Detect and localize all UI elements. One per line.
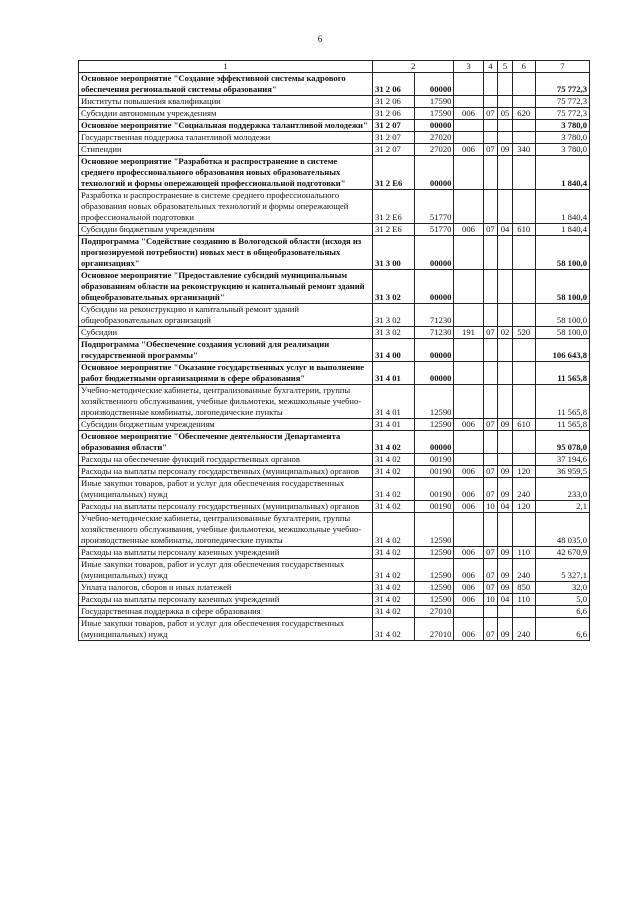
table-row <box>79 108 590 120</box>
row-name-cell: Подпрограмма "Обеспечение создания условий для реализации государственной программы" <box>79 339 373 362</box>
row-expense-type-cell: 110 <box>512 547 535 559</box>
row-name-cell: Субсидии бюджетным учреждениям <box>79 224 373 236</box>
row-ministry-cell <box>454 96 483 108</box>
row-expense-type-cell: 520 <box>512 327 535 339</box>
row-ministry-cell: 006 <box>454 478 483 501</box>
row-ministry-cell: 006 <box>454 582 483 594</box>
row-subsection-cell <box>498 454 513 466</box>
row-expense-type-cell <box>512 96 535 108</box>
row-subsection-cell: 09 <box>498 582 513 594</box>
row-direction-code-cell: 71230 <box>414 327 454 339</box>
row-amount-cell: 75 772,3 <box>535 96 589 108</box>
row-section-cell <box>483 304 498 327</box>
row-name-cell: Стипендии <box>79 144 373 156</box>
row-section-cell <box>483 120 498 132</box>
table-row <box>79 419 590 431</box>
table-row <box>79 606 590 618</box>
row-program-code-cell: 31 4 02 <box>373 501 415 513</box>
row-subsection-cell <box>498 73 513 96</box>
table-row <box>79 362 590 385</box>
row-subsection-cell <box>498 270 513 304</box>
row-name-cell: Основное мероприятие "Обеспечение деятельности Департамента образования области" <box>79 431 373 454</box>
row-ministry-cell: 006 <box>454 618 483 641</box>
row-amount-cell: 75 772,3 <box>535 108 589 120</box>
row-expense-type-cell: 850 <box>512 582 535 594</box>
row-direction-code-cell: 12590 <box>414 385 454 419</box>
row-ministry-cell: 006 <box>454 419 483 431</box>
row-amount-cell: 1 840,4 <box>535 190 589 224</box>
row-amount-cell: 37 194,6 <box>535 454 589 466</box>
row-program-code-cell: 31 2 06 <box>373 96 415 108</box>
row-subsection-cell: 05 <box>498 108 513 120</box>
row-expense-type-cell: 620 <box>512 108 535 120</box>
row-amount-cell: 75 772,3 <box>535 73 589 96</box>
row-expense-type-cell <box>512 606 535 618</box>
row-expense-type-cell: 110 <box>512 594 535 606</box>
row-amount-cell: 6,6 <box>535 618 589 641</box>
table-row <box>79 547 590 559</box>
row-expense-type-cell: 340 <box>512 144 535 156</box>
row-subsection-cell: 09 <box>498 466 513 478</box>
row-direction-code-cell: 51770 <box>414 190 454 224</box>
row-name-cell: Основное мероприятие "Создание эффективной системы кадрового обеспечения региональной системы образования" <box>79 73 373 96</box>
row-ministry-cell <box>454 132 483 144</box>
row-direction-code-cell: 00000 <box>414 270 454 304</box>
row-name-cell: Государственная поддержка талантливой молодежи <box>79 132 373 144</box>
row-direction-code-cell: 00190 <box>414 478 454 501</box>
row-section-cell: 07 <box>483 478 498 501</box>
row-program-code-cell: 31 3 02 <box>373 327 415 339</box>
row-expense-type-cell: 610 <box>512 224 535 236</box>
row-ministry-cell: 006 <box>454 144 483 156</box>
row-direction-code-cell: 00190 <box>414 501 454 513</box>
row-ministry-cell <box>454 606 483 618</box>
row-section-cell: 07 <box>483 224 498 236</box>
row-expense-type-cell: 240 <box>512 559 535 582</box>
row-program-code-cell: 31 2 E6 <box>373 190 415 224</box>
row-amount-cell: 58 100,0 <box>535 304 589 327</box>
table-row <box>79 478 590 501</box>
row-section-cell <box>483 132 498 144</box>
row-amount-cell: 106 643,8 <box>535 339 589 362</box>
row-ministry-cell <box>454 454 483 466</box>
row-name-cell: Расходы на выплаты персоналу казенных учреждений <box>79 547 373 559</box>
table-row <box>79 270 590 304</box>
row-amount-cell: 1 840,4 <box>535 224 589 236</box>
row-program-code-cell: 31 3 02 <box>373 304 415 327</box>
row-direction-code-cell: 51770 <box>414 224 454 236</box>
row-program-code-cell: 31 4 02 <box>373 582 415 594</box>
row-amount-cell: 32,0 <box>535 582 589 594</box>
row-direction-code-cell: 12590 <box>414 513 454 547</box>
row-expense-type-cell <box>512 73 535 96</box>
row-subsection-cell <box>498 120 513 132</box>
row-expense-type-cell <box>512 190 535 224</box>
row-amount-cell: 58 100,0 <box>535 236 589 270</box>
row-program-code-cell: 31 2 06 <box>373 108 415 120</box>
row-section-cell: 07 <box>483 582 498 594</box>
table-header-row <box>79 61 590 73</box>
row-section-cell: 07 <box>483 108 498 120</box>
row-program-code-cell: 31 2 07 <box>373 144 415 156</box>
row-direction-code-cell: 00190 <box>414 454 454 466</box>
row-subsection-cell <box>498 606 513 618</box>
table-row <box>79 144 590 156</box>
row-program-code-cell: 31 3 02 <box>373 270 415 304</box>
row-direction-code-cell: 00190 <box>414 466 454 478</box>
row-program-code-cell: 31 4 02 <box>373 478 415 501</box>
row-section-cell <box>483 236 498 270</box>
row-direction-code-cell: 00000 <box>414 362 454 385</box>
row-name-cell: Учебно-методические кабинеты, централизованные бухгалтерии, группы хозяйственного обслуживания, учебные фильмотеки, межшкольные учебно-производственные комбинаты, логопедические пункты <box>79 513 373 547</box>
row-section-cell: 10 <box>483 501 498 513</box>
row-direction-code-cell: 17590 <box>414 108 454 120</box>
table-row <box>79 385 590 419</box>
row-expense-type-cell <box>512 132 535 144</box>
column-header-amount: 7 <box>535 61 589 73</box>
row-expense-type-cell <box>512 362 535 385</box>
row-expense-type-cell <box>512 385 535 419</box>
row-name-cell: Расходы на выплаты персоналу государственных (муниципальных) органов <box>79 466 373 478</box>
row-section-cell: 10 <box>483 594 498 606</box>
row-program-code-cell: 31 4 02 <box>373 431 415 454</box>
row-section-cell <box>483 270 498 304</box>
row-name-cell: Расходы на выплаты персоналу государственных (муниципальных) органов <box>79 501 373 513</box>
row-amount-cell: 11 565,8 <box>535 362 589 385</box>
row-subsection-cell: 09 <box>498 478 513 501</box>
row-direction-code-cell: 27010 <box>414 606 454 618</box>
row-name-cell: Учебно-методические кабинеты, централизованные бухгалтерии, группы хозяйственного обслуживания, учебные фильмотеки, межшкольные учебно-производственные комбинаты, логопедические пункты <box>79 385 373 419</box>
row-subsection-cell: 02 <box>498 327 513 339</box>
row-subsection-cell: 04 <box>498 501 513 513</box>
row-expense-type-cell <box>512 236 535 270</box>
column-header-ministry: 3 <box>454 61 483 73</box>
row-direction-code-cell: 12590 <box>414 419 454 431</box>
row-name-cell: Иные закупки товаров, работ и услуг для обеспечения государственных (муниципальных) нужд <box>79 618 373 641</box>
row-section-cell <box>483 339 498 362</box>
row-program-code-cell: 31 2 E6 <box>373 224 415 236</box>
row-subsection-cell <box>498 513 513 547</box>
row-program-code-cell: 31 4 02 <box>373 559 415 582</box>
row-amount-cell: 95 078,0 <box>535 431 589 454</box>
row-program-code-cell: 31 4 01 <box>373 385 415 419</box>
row-ministry-cell <box>454 236 483 270</box>
row-expense-type-cell <box>512 454 535 466</box>
row-amount-cell: 58 100,0 <box>535 270 589 304</box>
row-amount-cell: 48 035,0 <box>535 513 589 547</box>
row-section-cell <box>483 385 498 419</box>
row-direction-code-cell: 12590 <box>414 559 454 582</box>
row-subsection-cell <box>498 236 513 270</box>
row-program-code-cell: 31 4 01 <box>373 362 415 385</box>
row-expense-type-cell <box>512 513 535 547</box>
row-ministry-cell <box>454 362 483 385</box>
row-program-code-cell: 31 4 00 <box>373 339 415 362</box>
row-direction-code-cell: 27010 <box>414 618 454 641</box>
table-row <box>79 582 590 594</box>
table-row <box>79 96 590 108</box>
table-row <box>79 466 590 478</box>
row-subsection-cell <box>498 385 513 419</box>
row-amount-cell: 58 100,0 <box>535 327 589 339</box>
table-row <box>79 73 590 96</box>
budget-table <box>78 60 590 641</box>
row-ministry-cell <box>454 190 483 224</box>
row-ministry-cell <box>454 120 483 132</box>
row-expense-type-cell <box>512 339 535 362</box>
row-program-code-cell: 31 4 02 <box>373 594 415 606</box>
row-ministry-cell <box>454 156 483 190</box>
row-direction-code-cell: 00000 <box>414 236 454 270</box>
row-program-code-cell: 31 2 07 <box>373 120 415 132</box>
row-section-cell: 07 <box>483 419 498 431</box>
column-header-name: 1 <box>79 61 373 73</box>
row-ministry-cell <box>454 385 483 419</box>
row-section-cell <box>483 73 498 96</box>
row-section-cell <box>483 513 498 547</box>
row-amount-cell: 36 959,5 <box>535 466 589 478</box>
row-expense-type-cell <box>512 120 535 132</box>
row-name-cell: Расходы на выплаты персоналу казенных учреждений <box>79 594 373 606</box>
row-section-cell <box>483 96 498 108</box>
row-ministry-cell: 006 <box>454 466 483 478</box>
table-row <box>79 513 590 547</box>
row-program-code-cell: 31 4 01 <box>373 419 415 431</box>
row-program-code-cell: 31 2 E6 <box>373 156 415 190</box>
row-program-code-cell: 31 4 02 <box>373 547 415 559</box>
row-name-cell: Уплата налогов, сборов и иных платежей <box>79 582 373 594</box>
table-row <box>79 236 590 270</box>
row-direction-code-cell: 27020 <box>414 144 454 156</box>
table-row <box>79 501 590 513</box>
row-subsection-cell <box>498 156 513 190</box>
row-section-cell: 07 <box>483 327 498 339</box>
row-section-cell <box>483 156 498 190</box>
row-amount-cell: 1 840,4 <box>535 156 589 190</box>
row-subsection-cell: 04 <box>498 224 513 236</box>
row-subsection-cell <box>498 362 513 385</box>
row-amount-cell: 6,6 <box>535 606 589 618</box>
row-ministry-cell <box>454 431 483 454</box>
row-direction-code-cell: 12590 <box>414 594 454 606</box>
table-row <box>79 559 590 582</box>
row-subsection-cell <box>498 339 513 362</box>
row-direction-code-cell: 00000 <box>414 431 454 454</box>
row-ministry-cell: 006 <box>454 547 483 559</box>
row-section-cell: 07 <box>483 618 498 641</box>
table-row <box>79 120 590 132</box>
row-subsection-cell: 09 <box>498 547 513 559</box>
row-name-cell: Разработка и распространение в системе среднего профессионального образования новых образовательных технологий и формы опережающей профессиональной подготовки <box>79 190 373 224</box>
row-subsection-cell <box>498 431 513 454</box>
row-section-cell <box>483 431 498 454</box>
row-name-cell: Иные закупки товаров, работ и услуг для обеспечения государственных (муниципальных) нужд <box>79 478 373 501</box>
row-ministry-cell <box>454 73 483 96</box>
row-section-cell <box>483 362 498 385</box>
row-program-code-cell: 31 3 00 <box>373 236 415 270</box>
row-amount-cell: 42 670,9 <box>535 547 589 559</box>
row-ministry-cell <box>454 270 483 304</box>
table-row <box>79 156 590 190</box>
row-name-cell: Субсидии автономным учреждениям <box>79 108 373 120</box>
row-expense-type-cell: 120 <box>512 466 535 478</box>
row-program-code-cell: 31 2 06 <box>373 73 415 96</box>
row-program-code-cell: 31 4 02 <box>373 618 415 641</box>
row-program-code-cell: 31 4 02 <box>373 454 415 466</box>
column-header-expense-type: 6 <box>512 61 535 73</box>
row-expense-type-cell: 610 <box>512 419 535 431</box>
row-name-cell: Государственная поддержка в сфере образования <box>79 606 373 618</box>
row-subsection-cell <box>498 96 513 108</box>
row-ministry-cell: 006 <box>454 559 483 582</box>
row-name-cell: Расходы на обеспечение функций государственных органов <box>79 454 373 466</box>
row-name-cell: Иные закупки товаров, работ и услуг для обеспечения государственных (муниципальных) нужд <box>79 559 373 582</box>
row-amount-cell: 2,1 <box>535 501 589 513</box>
row-subsection-cell: 04 <box>498 594 513 606</box>
row-direction-code-cell: 00000 <box>414 73 454 96</box>
row-name-cell: Субсидии бюджетным учреждениям <box>79 419 373 431</box>
row-section-cell <box>483 454 498 466</box>
row-expense-type-cell <box>512 270 535 304</box>
row-amount-cell: 3 780,0 <box>535 120 589 132</box>
row-direction-code-cell: 00000 <box>414 339 454 362</box>
row-expense-type-cell: 240 <box>512 478 535 501</box>
row-program-code-cell: 31 2 07 <box>373 132 415 144</box>
row-direction-code-cell: 00000 <box>414 120 454 132</box>
row-ministry-cell: 006 <box>454 108 483 120</box>
row-name-cell: Основное мероприятие "Оказание государственных услуг и выполнение работ бюджетными организациями в сфере образования" <box>79 362 373 385</box>
row-subsection-cell <box>498 304 513 327</box>
row-expense-type-cell <box>512 304 535 327</box>
row-expense-type-cell <box>512 431 535 454</box>
row-ministry-cell: 191 <box>454 327 483 339</box>
table-row <box>79 454 590 466</box>
row-section-cell: 07 <box>483 144 498 156</box>
row-expense-type-cell <box>512 156 535 190</box>
row-amount-cell: 5 327,1 <box>535 559 589 582</box>
table-row <box>79 327 590 339</box>
table-row <box>79 304 590 327</box>
row-section-cell: 07 <box>483 547 498 559</box>
row-section-cell: 07 <box>483 466 498 478</box>
row-amount-cell: 5,0 <box>535 594 589 606</box>
row-section-cell <box>483 190 498 224</box>
table-row <box>79 132 590 144</box>
row-expense-type-cell: 240 <box>512 618 535 641</box>
row-name-cell: Основное мероприятие "Разработка и распространение в системе среднего профессионального образования новых образовательных технологий и формы опережающей профессиональной подготовки" <box>79 156 373 190</box>
row-name-cell: Институты повышения квалификации <box>79 96 373 108</box>
row-direction-code-cell: 71230 <box>414 304 454 327</box>
table-row <box>79 594 590 606</box>
row-amount-cell: 11 565,8 <box>535 385 589 419</box>
row-program-code-cell: 31 4 02 <box>373 513 415 547</box>
page-number: 6 <box>317 34 323 44</box>
row-name-cell: Основное мероприятие "Предоставление субсидий муниципальным образованиям области на реконструкцию и капитальный ремонт зданий общеобразовательных организаций" <box>79 270 373 304</box>
row-direction-code-cell: 17590 <box>414 96 454 108</box>
row-name-cell: Основное мероприятие "Социальная поддержка талантливой молодежи" <box>79 120 373 132</box>
row-name-cell: Подпрограмма "Содействие созданию в Вологодской области (исходя из прогнозируемой потребности) новых мест в общеобразовательных организациях" <box>79 236 373 270</box>
table-row <box>79 190 590 224</box>
row-subsection-cell: 09 <box>498 618 513 641</box>
row-ministry-cell <box>454 513 483 547</box>
row-direction-code-cell: 12590 <box>414 582 454 594</box>
row-ministry-cell <box>454 339 483 362</box>
row-name-cell: Субсидии на реконструкцию и капитальный ремонт зданий общеобразовательных организаций <box>79 304 373 327</box>
row-subsection-cell: 09 <box>498 419 513 431</box>
row-direction-code-cell: 00000 <box>414 156 454 190</box>
row-ministry-cell: 006 <box>454 594 483 606</box>
row-direction-code-cell: 27020 <box>414 132 454 144</box>
row-subsection-cell <box>498 132 513 144</box>
row-subsection-cell: 09 <box>498 144 513 156</box>
table-row <box>79 224 590 236</box>
row-amount-cell: 11 565,8 <box>535 419 589 431</box>
row-name-cell: Субсидии <box>79 327 373 339</box>
row-amount-cell: 3 780,0 <box>535 132 589 144</box>
row-section-cell <box>483 606 498 618</box>
row-subsection-cell <box>498 190 513 224</box>
row-amount-cell: 3 780,0 <box>535 144 589 156</box>
row-ministry-cell <box>454 304 483 327</box>
row-amount-cell: 233,0 <box>535 478 589 501</box>
column-header-code: 2 <box>373 61 454 73</box>
row-expense-type-cell: 120 <box>512 501 535 513</box>
table-row <box>79 339 590 362</box>
row-program-code-cell: 31 4 02 <box>373 466 415 478</box>
table-row <box>79 431 590 454</box>
row-section-cell: 07 <box>483 559 498 582</box>
row-subsection-cell: 09 <box>498 559 513 582</box>
column-header-section: 4 <box>483 61 498 73</box>
table-row <box>79 618 590 641</box>
row-ministry-cell: 006 <box>454 501 483 513</box>
row-ministry-cell: 006 <box>454 224 483 236</box>
column-header-subsection: 5 <box>498 61 513 73</box>
row-direction-code-cell: 12590 <box>414 547 454 559</box>
row-program-code-cell: 31 4 02 <box>373 606 415 618</box>
